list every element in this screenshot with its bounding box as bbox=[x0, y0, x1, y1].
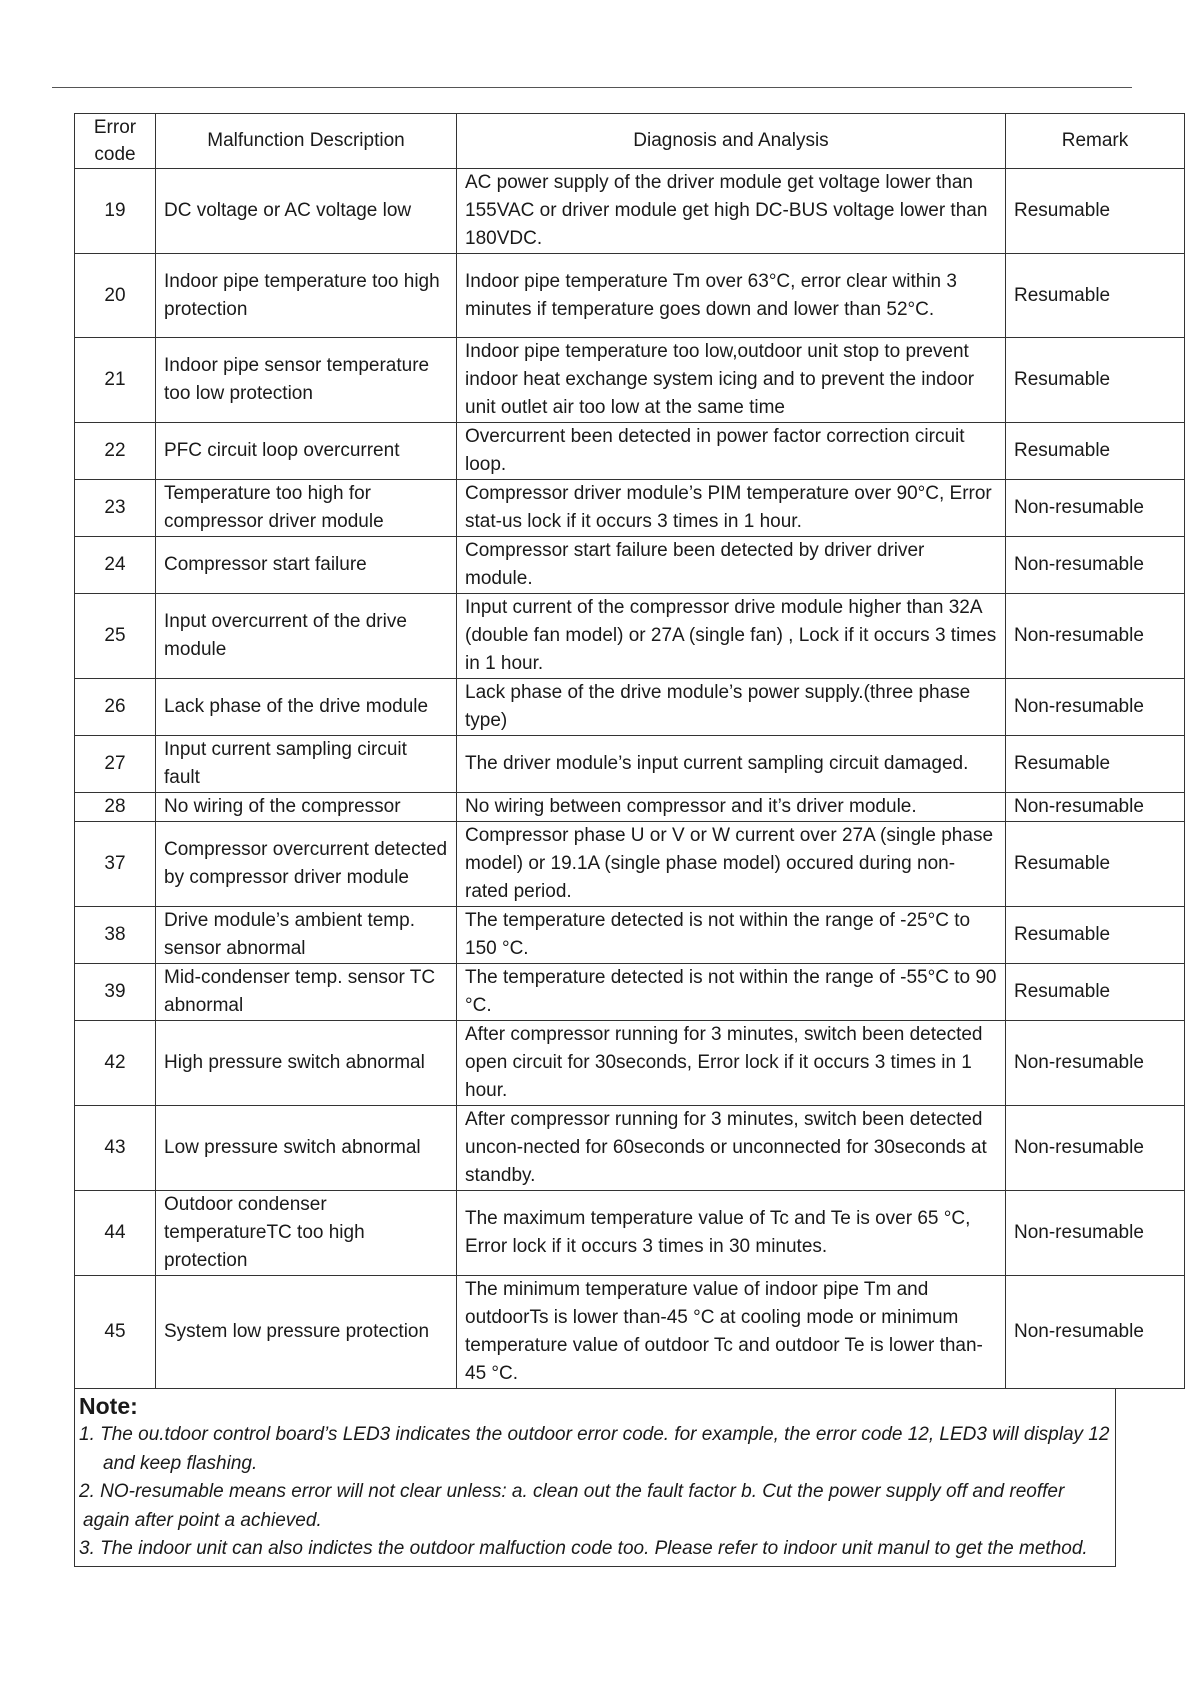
note-item: 2. NO-resumable means error will not clear unless: a. clean out the fault factor b. Cut the power supply off and reoffer again after point a achieved. bbox=[79, 1481, 1065, 1531]
row-code: 28 bbox=[75, 793, 156, 822]
row-description: Indoor pipe sensor temperature too low protection bbox=[156, 338, 457, 423]
table-row bbox=[75, 537, 1185, 594]
row-remark: Non-resumable bbox=[1006, 480, 1185, 537]
row-description: Mid-condenser temp. sensor TC abnormal bbox=[156, 964, 457, 1021]
row-remark: Non-resumable bbox=[1006, 1021, 1185, 1106]
row-remark: Non-resumable bbox=[1006, 679, 1185, 736]
note-item: 3. The indoor unit can also indictes the outdoor malfuction code too. Please refer to indoor unit manul to get the method. bbox=[79, 1538, 1088, 1559]
row-diagnosis: After compressor running for 3 minutes, switch been detected uncon-nected for 60seconds or unconnected for 30seconds at standby. bbox=[457, 1106, 1006, 1191]
row-diagnosis: Indoor pipe temperature Tm over 63°C, error clear within 3 minutes if temperature goes down and lower than 52°C. bbox=[457, 254, 1006, 338]
row-description: Compressor start failure bbox=[156, 537, 457, 594]
row-code: 25 bbox=[75, 594, 156, 679]
row-description: PFC circuit loop overcurrent bbox=[156, 423, 457, 480]
row-remark: Non-resumable bbox=[1006, 1106, 1185, 1191]
table-row bbox=[75, 736, 1185, 793]
table-row bbox=[75, 594, 1185, 679]
row-description: Compressor overcurrent detected by compressor driver module bbox=[156, 822, 457, 907]
table-row bbox=[75, 964, 1185, 1021]
row-description: DC voltage or AC voltage low bbox=[156, 169, 457, 254]
header-rule bbox=[52, 87, 1132, 88]
row-code: 44 bbox=[75, 1191, 156, 1276]
row-remark: Resumable bbox=[1006, 423, 1185, 480]
row-description: Lack phase of the drive module bbox=[156, 679, 457, 736]
row-diagnosis: The driver module’s input current sampling circuit damaged. bbox=[457, 736, 1006, 793]
row-code: 26 bbox=[75, 679, 156, 736]
row-remark: Non-resumable bbox=[1006, 594, 1185, 679]
header-diagnosis-analysis: Diagnosis and Analysis bbox=[457, 114, 1006, 169]
row-code: 42 bbox=[75, 1021, 156, 1106]
row-code: 43 bbox=[75, 1106, 156, 1191]
note-item: 1. The ou.tdoor control board’s LED3 indicates the outdoor error code. for example, the error code 12, LED3 will display 12 and keep flashing. bbox=[79, 1424, 1110, 1474]
row-code: 27 bbox=[75, 736, 156, 793]
row-remark: Resumable bbox=[1006, 822, 1185, 907]
row-diagnosis: After compressor running for 3 minutes, switch been detected open circuit for 30seconds, Error lock if it occurs 3 times in 1 hour. bbox=[457, 1021, 1006, 1106]
row-description: Temperature too high for compressor driver module bbox=[156, 480, 457, 537]
row-diagnosis: Compressor phase U or V or W current over 27A (single phase model) or 19.1A (single phase model) occured during non-rated period. bbox=[457, 822, 1006, 907]
row-remark: Resumable bbox=[1006, 169, 1185, 254]
row-diagnosis: Lack phase of the drive module’s power supply.(three phase type) bbox=[457, 679, 1006, 736]
error-code-table bbox=[74, 113, 1185, 1389]
header-malfunction-description: Malfunction Description bbox=[156, 114, 457, 169]
row-diagnosis: The minimum temperature value of indoor pipe Tm and outdoorTs is lower than-45 °C at cooling mode or minimum temperature value of outdoor Tc and outdoor Te is lower than-45 °C. bbox=[457, 1276, 1006, 1389]
row-description: Input overcurrent of the drive module bbox=[156, 594, 457, 679]
table-row bbox=[75, 254, 1185, 338]
table-row bbox=[75, 1106, 1185, 1191]
row-description: Outdoor condenser temperatureTC too high protection bbox=[156, 1191, 457, 1276]
row-remark: Resumable bbox=[1006, 964, 1185, 1021]
row-code: 37 bbox=[75, 822, 156, 907]
row-code: 38 bbox=[75, 907, 156, 964]
header-error-code: Error code bbox=[75, 114, 156, 169]
table-row bbox=[75, 423, 1185, 480]
row-remark: Resumable bbox=[1006, 254, 1185, 338]
row-code: 21 bbox=[75, 338, 156, 423]
row-remark: Non-resumable bbox=[1006, 537, 1185, 594]
table-row bbox=[75, 1276, 1185, 1389]
table-row bbox=[75, 1191, 1185, 1276]
row-code: 45 bbox=[75, 1276, 156, 1389]
row-code: 24 bbox=[75, 537, 156, 594]
row-diagnosis: AC power supply of the driver module get voltage lower than 155VAC or driver module get high DC-BUS voltage lower than 180VDC. bbox=[457, 169, 1006, 254]
row-code: 22 bbox=[75, 423, 156, 480]
row-description: Drive module’s ambient temp. sensor abnormal bbox=[156, 907, 457, 964]
row-code: 20 bbox=[75, 254, 156, 338]
row-diagnosis: Compressor driver module’s PIM temperature over 90°C, Error stat-us lock if it occurs 3 times in 1 hour. bbox=[457, 480, 1006, 537]
row-diagnosis: The temperature detected is not within the range of -25°C to 150 °C. bbox=[457, 907, 1006, 964]
row-diagnosis: No wiring between compressor and it’s driver module. bbox=[457, 793, 1006, 822]
row-description: High pressure switch abnormal bbox=[156, 1021, 457, 1106]
row-code: 23 bbox=[75, 480, 156, 537]
table-header-row bbox=[75, 114, 1185, 169]
row-description: Low pressure switch abnormal bbox=[156, 1106, 457, 1191]
table-row bbox=[75, 338, 1185, 423]
table-row bbox=[75, 480, 1185, 537]
row-remark: Non-resumable bbox=[1006, 793, 1185, 822]
table-row bbox=[75, 822, 1185, 907]
table-row bbox=[75, 907, 1185, 964]
row-diagnosis: Input current of the compressor drive module higher than 32A (double fan model) or 27A (single fan) , Lock if it occurs 3 times in 1 hour. bbox=[457, 594, 1006, 679]
row-description: No wiring of the compressor bbox=[156, 793, 457, 822]
row-remark: Non-resumable bbox=[1006, 1191, 1185, 1276]
table-row bbox=[75, 1021, 1185, 1106]
row-remark: Resumable bbox=[1006, 338, 1185, 423]
note-section bbox=[74, 1389, 1116, 1567]
note-title: Note: bbox=[79, 1393, 138, 1419]
error-code-sheet bbox=[74, 113, 1144, 1567]
row-remark: Non-resumable bbox=[1006, 1276, 1185, 1389]
table-row bbox=[75, 679, 1185, 736]
row-diagnosis: Compressor start failure been detected by driver driver module. bbox=[457, 537, 1006, 594]
row-diagnosis: Indoor pipe temperature too low,outdoor unit stop to prevent indoor heat exchange system icing and to prevent the indoor unit outlet air too low at the same time bbox=[457, 338, 1006, 423]
row-description: Input current sampling circuit fault bbox=[156, 736, 457, 793]
row-description: System low pressure protection bbox=[156, 1276, 457, 1389]
row-remark: Resumable bbox=[1006, 907, 1185, 964]
table-row bbox=[75, 169, 1185, 254]
row-remark: Resumable bbox=[1006, 736, 1185, 793]
row-code: 19 bbox=[75, 169, 156, 254]
row-diagnosis: The maximum temperature value of Tc and Te is over 65 °C, Error lock if it occurs 3 times in 30 minutes. bbox=[457, 1191, 1006, 1276]
header-remark: Remark bbox=[1006, 114, 1185, 169]
row-diagnosis: Overcurrent been detected in power factor correction circuit loop. bbox=[457, 423, 1006, 480]
table-row bbox=[75, 793, 1185, 822]
row-diagnosis: The temperature detected is not within the range of -55°C to 90 °C. bbox=[457, 964, 1006, 1021]
row-code: 39 bbox=[75, 964, 156, 1021]
row-description: Indoor pipe temperature too high protection bbox=[156, 254, 457, 338]
